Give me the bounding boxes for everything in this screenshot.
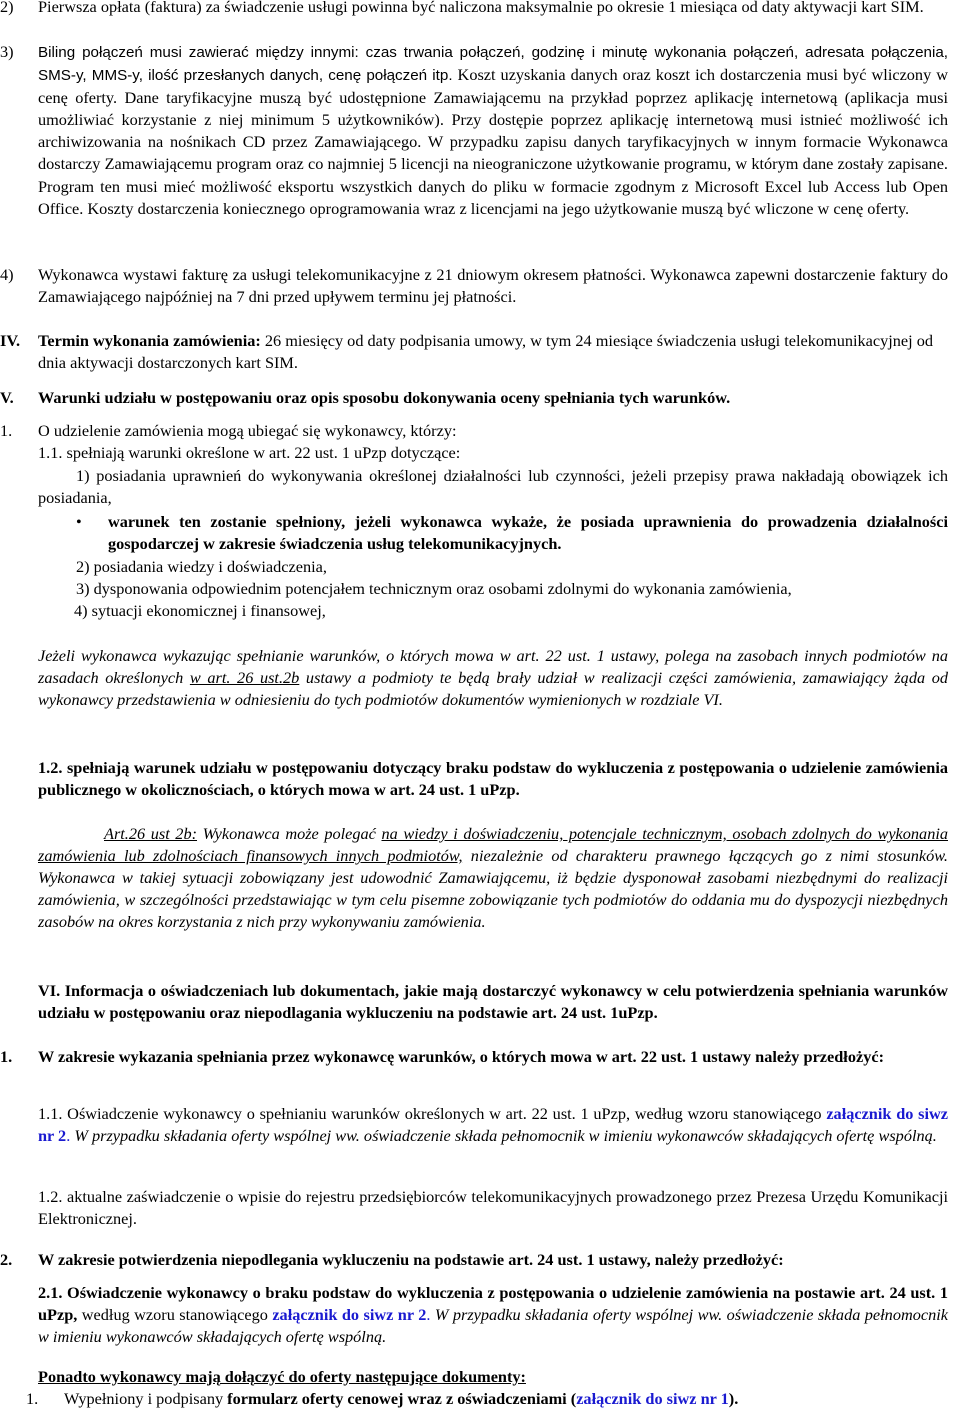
sec6-point-1 xyxy=(0,1046,948,1068)
item-number: 4) xyxy=(0,265,14,284)
item-text: Wykonawca wystawi fakturę za usługi telekomunikacyjne z 21 dniowym okresem płatności. Wykonawca zapewni dostarczenie faktury do Zamawiającego najpóźniej na 7 dni przed upływem terminu jej płatności. xyxy=(38,265,948,307)
point-text: O udzielenie zamówienia mogą ubiegać się wykonawcy, którzy: xyxy=(38,421,457,440)
sec6-point-1-1 xyxy=(38,1103,948,1147)
list-item-3 xyxy=(0,41,948,220)
article-26-note xyxy=(38,823,948,933)
article-underlined: na wiedzy i doświadczeniu, potencjale technicznym, osobach zdolnych do wykonania zamówienia lub zdolnościach finansowych innych podmiotów, xyxy=(38,824,948,866)
point-number: 1. xyxy=(0,421,13,440)
list-item-2 xyxy=(0,0,948,18)
additional-documents-heading: Ponadto wykonawcy mają dołączyć do oferty następujące dokumenty: xyxy=(38,1367,526,1386)
section-number: V. xyxy=(0,388,14,407)
document-item-1 xyxy=(26,1388,948,1410)
link-dot: . xyxy=(426,1305,431,1325)
reliance-text-cont: ustawy a podmioty te będą brały udział w realizacji części zamówienia, zamawiający żąda od wykonawcy przedstawienia w odniesieniu do tych podmiotów dokumentów wymienionych w rozdziale VI. xyxy=(38,668,948,710)
condition-4: 4) sytuacji ekonomicznej i finansowej, xyxy=(74,601,326,620)
reliance-text: Jeżeli wykonawca wykazując spełnianie warunków, o których mowa w art. 22 ust. 1 ustawy, polega na zasobach innych podmiotów na zasadach określonych xyxy=(38,646,948,688)
attachment-2-link[interactable]: załącznik do siwz nr 2 xyxy=(38,1104,949,1146)
item-paren-close: ). xyxy=(728,1389,739,1408)
item-number: 1. xyxy=(26,1389,39,1408)
section-number: IV. xyxy=(0,331,21,350)
sec6-point-2-1 xyxy=(38,1282,948,1348)
section-vi-heading: VI. Informacja o oświadczeniach lub dokumentach, jakie mają dostarczyć wykonawcy w celu potwierdzenia spełniania warunków udziału w postępowaniu oraz niepodlagania wykluczeniu na podstawie art. 24 ust. 1uPzp. xyxy=(38,981,948,1023)
article-text: Wykonawca może polegać xyxy=(197,824,382,843)
item-paren: ( xyxy=(566,1389,577,1408)
sec6-point-2 xyxy=(0,1249,948,1271)
sec5-point-1-2: 1.2. spełniają warunek udziału w postępowaniu dotyczący braku podstaw do wykluczenia z postępowania o udzielenie zamówienia publicznego w okolicznościach, o których mowa w art. 24 ust. 1 uPzp. xyxy=(38,758,948,800)
point-number: 1. xyxy=(0,1047,13,1066)
article-reference: Art.26 ust 2b: xyxy=(104,824,198,843)
reliance-note xyxy=(38,645,948,711)
condition-1: 1) posiadania uprawnień do wykonywania określonej działalności lub czynności, jeżeli przepisy prawa nakładają obowiązek ich posiadania, xyxy=(38,466,948,508)
item-bold: formularz oferty cenowej wraz z oświadczeniami xyxy=(227,1389,567,1408)
sec5-point-1-1: 1.1. spełniają warunki określone w art. 22 ust. 1 uPzp dotyczące: xyxy=(38,443,461,462)
point-title: 2.1. Oświadczenie wykonawcy o braku podstaw do wykluczenia z postępowania o udzielenie zamówienia na postawie art. 24 ust. 1 uPzp, xyxy=(38,1283,948,1325)
point-note: W przypadku składania oferty wspólnej ww. oświadczenie składa pełnomocnik w imieniu wykonawców składających ofertę wspólną. xyxy=(38,1305,948,1347)
attachment-1-link[interactable]: załącznik do siwz nr 1 xyxy=(576,1389,729,1408)
bullet-icon: • xyxy=(76,512,82,531)
condition-bullet xyxy=(76,511,948,555)
billing-text: Biling połączeń musi zawierać między innymi: czas trwania połączeń, godzinę i minutę wykonania połączeń, adresata połączenia, SMS-y, MMS-y, ilość przesłanych danych, cenę połączeń itp. xyxy=(38,44,948,85)
article-link[interactable]: w art. 26 ust.2b xyxy=(189,668,300,688)
point-text: 1.1. Oświadczenie wykonawcy o spełnianiu warunków określonych w art. 22 ust. 1 uPzp, według wzoru stanowiącego xyxy=(38,1104,827,1123)
item-text: Wypełniony i podpisany xyxy=(64,1389,228,1408)
section-title: Termin wykonania zamówienia: xyxy=(38,331,261,350)
sec6-point-1-2: 1.2. aktualne zaświadczenie o wpisie do rejestru przedsiębiorców telekomunikacyjnych prowadzonego przez Prezesa Urzędu Komunikacji Elektronicznej. xyxy=(38,1187,948,1229)
section-v-heading xyxy=(0,387,948,409)
bullet-text: warunek ten zostanie spełniony, jeżeli wykonawca wykaże, że posiada uprawnienia do prowadzenia działalności gospodarczej w zakresie świadczenia usług telekomunikacyjnych. xyxy=(108,512,948,554)
section-iv xyxy=(0,330,948,374)
point-number: 2. xyxy=(0,1250,13,1269)
section-title: Warunki udziału w postępowaniu oraz opis sposobu dokonywania oceny spełniania tych warunków. xyxy=(38,388,731,407)
list-item-4 xyxy=(0,264,948,308)
item-number: 2) xyxy=(0,0,14,16)
point-note: W przypadku składania oferty wspólnej ww. oświadczenie składa pełnomocnik w imieniu wykonawców składających ofertę wspólną. xyxy=(70,1126,937,1146)
condition-2: 2) posiadania wiedzy i doświadczenia, xyxy=(76,557,327,576)
condition-3: 3) dysponowania odpowiednim potencjałem technicznym oraz osobami zdolnymi do wykonania zamówienia, xyxy=(76,579,792,598)
sec5-point-1 xyxy=(0,420,948,442)
link-dot: . xyxy=(66,1126,71,1146)
item-text xyxy=(38,41,948,220)
point-text: według wzoru stanowiącego xyxy=(77,1305,273,1325)
item-number: 3) xyxy=(0,42,14,61)
billing-cost-text: Koszt uzyskania danych oraz koszt ich dostarczenia musi być wliczony w cenę oferty. Dane taryfikacyjne muszą być udostępnione Zamawiającemu na przykład poprzez aplikację internetową (aplikacja musi umożliwiać korzystanie z niej minimum 5 użytkowników). Przy dostępie poprzez aplikację internetową musi istnieć możliwość ich archiwizowania na nośnikach CD przez Zamawiającego. W przypadku zapisu danych taryfikacyjnych w innym formacie Wykonawca dostarczy Zamawiającemu program oraz co najmniej 5 licencji na nieograniczone użytkowanie programu, w którym dane zostały zapisane. Program ten musi mieć możliwość eksportu wszystkich danych do pliku w formacie zgodnym z Microsoft Excel lub Access lub Open Office. Koszty dostarczenia koniecznego oprogramowania wraz z licencjami na jego użytkowanie muszą być wliczone w cenę oferty. xyxy=(38,65,948,218)
point-text: W zakresie potwierdzenia niepodlegania wykluczeniu na podstawie art. 24 ust. 1 ustawy, należy przedłożyć: xyxy=(38,1250,784,1269)
attachment-2-link[interactable]: załącznik do siwz nr 2 xyxy=(272,1305,427,1325)
article-text-cont: niezależnie od charakteru prawnego łączących go z nimi stosunków. Wykonawca w takiej sytuacji zobowiązany jest udowodnić Zamawiającemu, iż będzie dysponował zasobami niezbędnymi do realizacji zamówienia, w szczególności przedstawiając w tym celu pisemne zobowiązanie tych podmiotów do oddania mu do dyspozycji niezbędnych zasobów na okres korzystania z nich przy wykonywaniu zamówienia. xyxy=(38,846,948,932)
point-text: W zakresie wykazania spełniania przez wykonawcę warunków, o których mowa w art. 22 ust. 1 ustawy należy przedłożyć: xyxy=(38,1047,884,1066)
section-text: 26 miesięcy od daty podpisania umowy, w tym 24 miesiące świadczenia usługi telekomunikacyjnej od dnia aktywacji dostarczonych kart SIM. xyxy=(38,331,934,373)
item-text: Pierwsza opłata (faktura) za świadczenie usługi powinna być naliczona maksymalnie po okresie 1 miesiąca od daty aktywacji kart SIM. xyxy=(38,0,924,16)
